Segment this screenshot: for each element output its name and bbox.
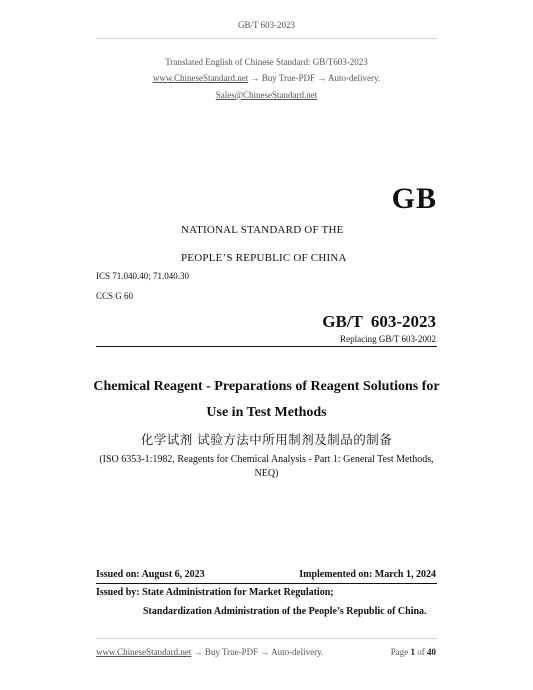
title-line2: Use in Test Methods xyxy=(206,405,327,420)
email-line xyxy=(0,90,533,100)
footer-purchase-text: → Buy True-PDF → Auto-delivery. xyxy=(191,647,324,657)
page-current: 1 xyxy=(410,647,415,657)
issued-by-line1: Issued by: State Administration for Market Regulation; xyxy=(96,587,334,598)
gb-mark: GB xyxy=(391,182,437,215)
issued-on-date: Issued on: August 6, 2023 xyxy=(96,569,205,580)
header-divider xyxy=(96,38,437,39)
title-line1: Chemical Reagent - Preparations of Reagent Solutions for xyxy=(93,379,440,394)
page-indicator xyxy=(391,647,436,657)
sales-email-link[interactable]: Sales@ChineseStandard.net xyxy=(215,90,318,100)
purchase-text: → Buy True-PDF → Auto-delivery. xyxy=(248,73,381,83)
page-of: of xyxy=(417,647,425,657)
issued-by-line2: Standardization Administration of the People’s Republic of China. xyxy=(143,606,427,617)
national-standard-line2: PEOPLE’S REPUBLIC OF CHINA xyxy=(181,252,347,264)
code-divider xyxy=(96,346,437,347)
iso-reference: (ISO 6353-1:1982, Reagents for Chemical Analysis - Part 1: General Test Methods, NEQ) xyxy=(99,454,434,479)
implemented-on-date: Implemented on: March 1, 2024 xyxy=(299,569,436,580)
footer-divider xyxy=(96,638,437,639)
page-total: 40 xyxy=(427,647,436,657)
running-header: GB/T 603-2023 xyxy=(237,20,296,30)
dates-divider xyxy=(96,583,437,584)
translation-notice: Translated English of Chinese Standard: GB/T603-2023 xyxy=(165,57,368,67)
site-link[interactable]: www.ChineseStandard.net xyxy=(152,73,249,83)
purchase-line xyxy=(0,73,533,83)
footer-site-link[interactable]: www.ChineseStandard.net xyxy=(96,647,192,657)
national-standard-line1: NATIONAL STANDARD OF THE xyxy=(181,224,344,236)
chinese-title: 化学试剂 试验方法中所用制剂及制品的制备 xyxy=(140,432,393,447)
page-label: Page xyxy=(390,647,409,657)
standard-code: GB/T 603-2023 xyxy=(322,312,436,331)
footer-purchase-line xyxy=(96,647,323,657)
ics-code: ICS 71.040.40; 71.040.30 xyxy=(96,271,190,281)
replacing-note: Replacing GB/T 603-2002 xyxy=(340,334,436,344)
ccs-code: CCS G 60 xyxy=(96,291,134,301)
